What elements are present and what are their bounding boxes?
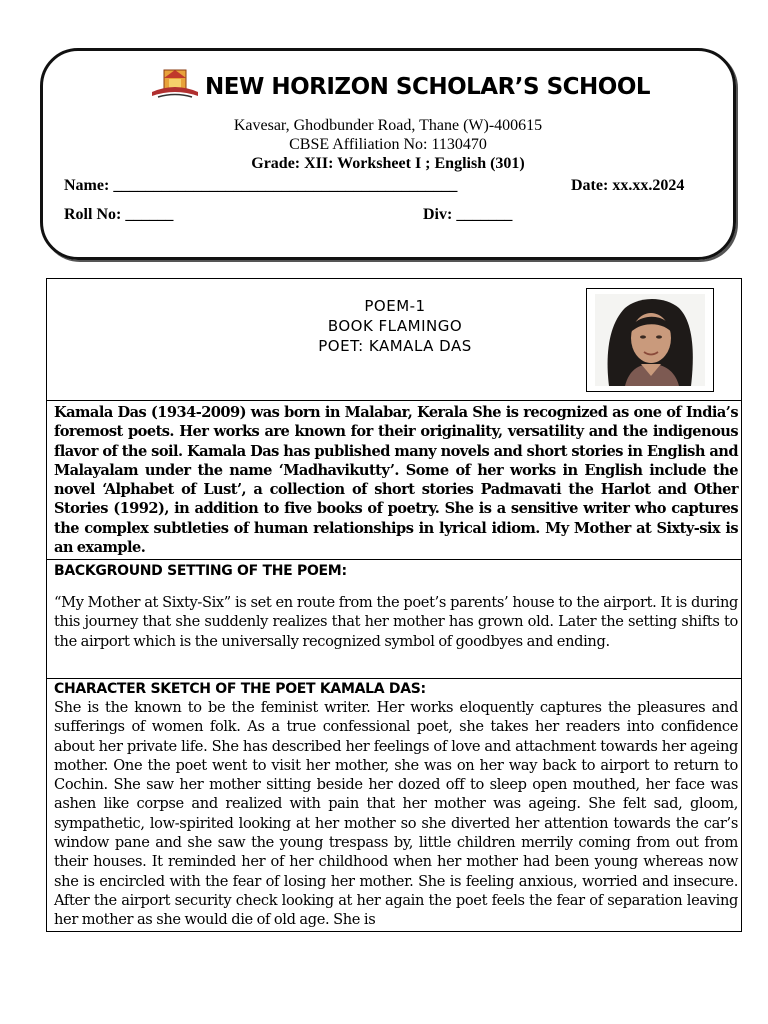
division-field: Div: _______ xyxy=(423,206,513,223)
table-divider xyxy=(46,559,742,560)
character-sketch-heading: CHARACTER SKETCH OF THE POET KAMALA DAS: xyxy=(54,681,426,697)
date-field: Date: xx.xx.2024 xyxy=(571,177,685,194)
background-heading: BACKGROUND SETTING OF THE POEM: xyxy=(54,563,347,579)
poet-photo xyxy=(595,294,705,386)
school-address: Kavesar, Ghodbunder Road, Thane (W)-400615 xyxy=(233,117,543,134)
affiliation-number: CBSE Affiliation No: 1130470 xyxy=(289,136,487,153)
roll-number-field: Roll No: ______ xyxy=(64,206,174,223)
character-sketch-text: She is the known to be the feminist writer. Her works eloquently captures the pleasures and sufferings of women folk. As a true confessional poet, she takes her readers into confidence about her private life. She has described her feelings of love and attachment towards her ageing mother. One the poet went to visit her mother, she was on her way back to airport to return to Cochin. She saw her mother sitting beside her dozed off to sleep open mouthed, her face was ashen like corpse and realized with pain that her mother was ageing. She felt sad, gloom, sympathetic, low-spirited looking at her mother so she diverted her attention towards the car’s window pane and she saw the young trespass by, little children merrily coming from out from their houses. It reminded her of her childhood when her mother had been young whereas now she is encircled with the fear of losing her mother. She is feeling anxious, worried and insecure. After the airport security check looking at her again the poet feels the fear of separation leaving her mother as she would die of old age. She is xyxy=(54,699,738,929)
poem-title-block xyxy=(210,296,580,356)
school-logo xyxy=(150,66,200,102)
book-name: BOOK FLAMINGO xyxy=(327,317,463,335)
table-divider xyxy=(46,400,742,401)
name-field: Name: ___________________________________________ xyxy=(64,177,458,194)
grade-worksheet-line: Grade: XII: Worksheet I ; English (301) xyxy=(251,155,525,172)
school-name: NEW HORIZON SCHOLAR’S SCHOOL xyxy=(205,74,651,100)
poet-name: POET: KAMALA DAS xyxy=(318,337,472,355)
background-text: “My Mother at Sixty-Six” is set en route from the poet’s parents’ house to the airport. It is during this journey that she suddenly realizes that her mother has grown old. Later the setting shifts to the airport which is the universally recognized symbol of goodbyes and ending. xyxy=(54,594,738,650)
poet-biography: Kamala Das (1934-2009) was born in Malabar, Kerala She is recognized as one of India’s foremost poets. Her works are known for their originality, versatility and the indigenous flavor of the soil. Kamala Das has published many novels and short stories in English and Malayalam under the name ‘Madhavikutty’. Some of her works in English include the novel ‘Alphabet of Lust’, a collection of short stories Padmavati the Harlot and Other Stories (1992), in addition to five books of poetry. She is a sensitive writer who captures the complex subtleties of human relationships in lyrical idiom. My Mother at Sixty-six is an example. xyxy=(54,404,738,557)
poem-number: POEM-1 xyxy=(364,297,426,315)
table-divider xyxy=(46,678,742,679)
